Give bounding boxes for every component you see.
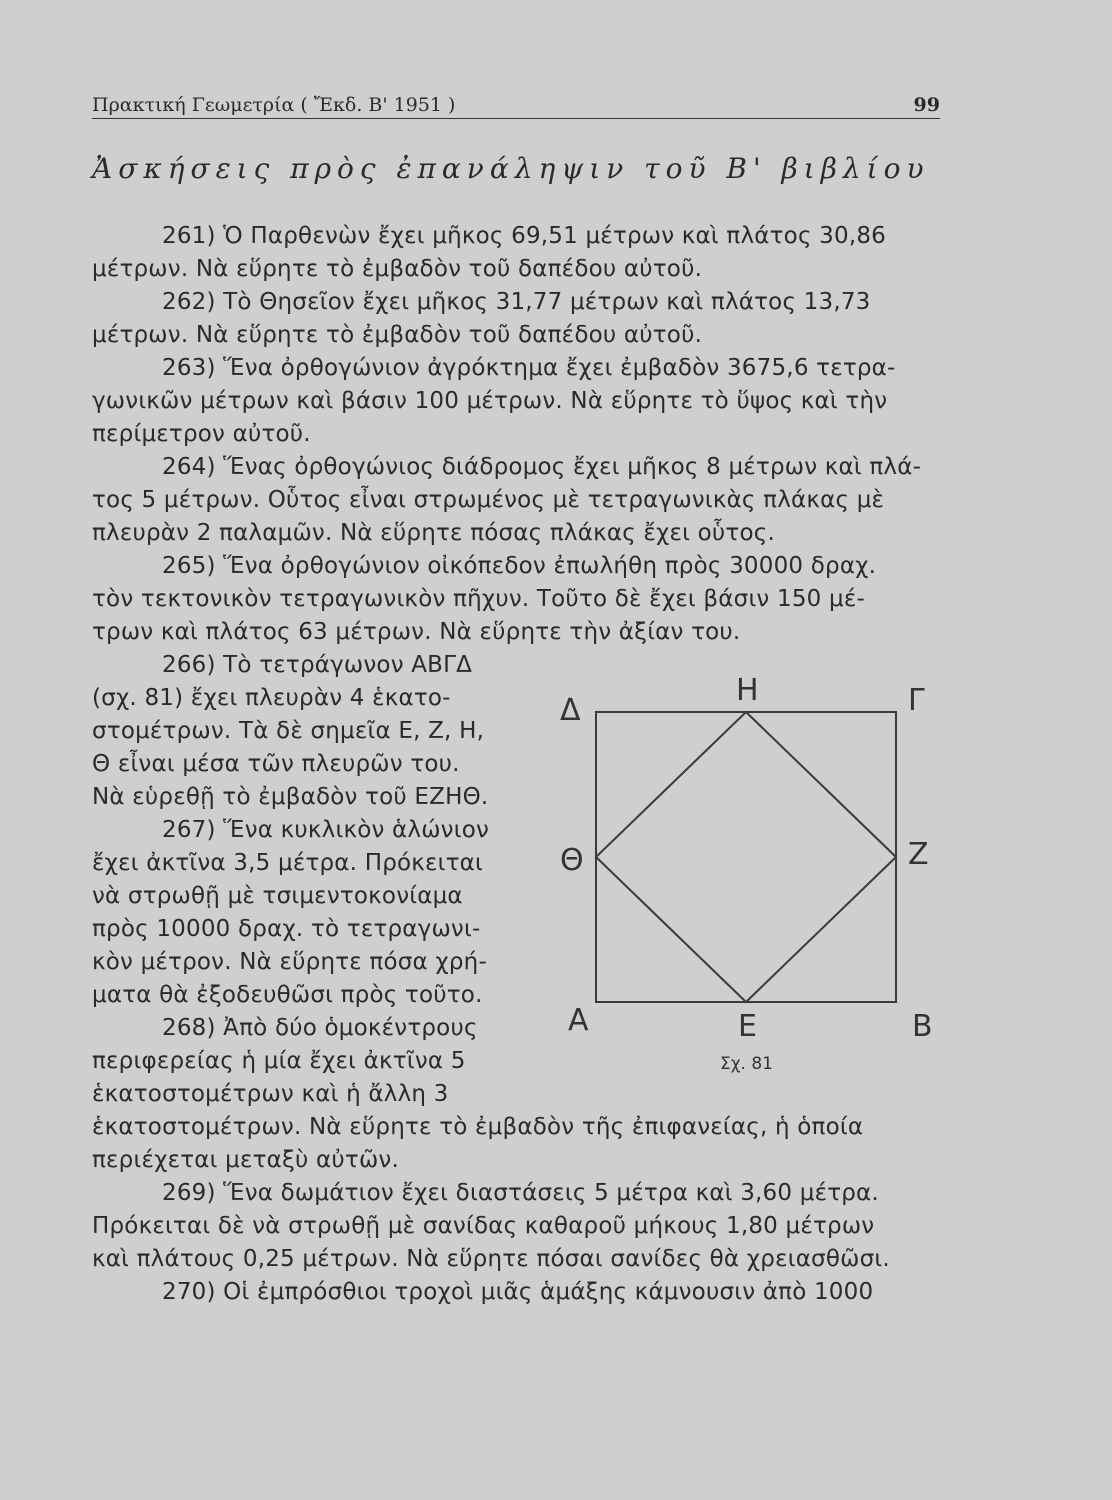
exercise-264-line-3: πλευρὰν 2 παλαμῶν. Νὰ εὕρητε πόσας πλάκας ἔχει οὗτος. <box>92 520 775 546</box>
page-number: 99 <box>913 94 940 116</box>
text-block-narrow <box>92 649 542 1111</box>
exercise-263-line-3: περίμετρον αὐτοῦ. <box>92 421 311 447</box>
label-gamma: Γ <box>908 683 925 718</box>
running-head <box>92 94 940 119</box>
exercise-266-line-5: Νὰ εὑρεθῇ τὸ ἐμβαδὸν τοῦ ΕΖΗΘ. <box>92 784 489 810</box>
exercise-270-line-1: 270) Οἱ ἐμπρόσθιοι τροχοὶ μιᾶς ἁμάξης κάμνουσιν ἀπὸ 1000 <box>162 1279 874 1305</box>
exercise-261-line-2: μέτρων. Νὰ εὕρητε τὸ ἐμβαδὸν τοῦ δαπέδου αὐτοῦ. <box>92 256 703 282</box>
exercise-267-line-5: κὸν μέτρον. Νὰ εὕρητε πόσα χρή- <box>92 949 487 975</box>
label-eta: Η <box>736 673 759 708</box>
label-epsilon: Ε <box>738 1009 757 1044</box>
exercise-268-line-1: 268) Ἀπὸ δύο ὁμοκέντρους <box>162 1015 478 1041</box>
exercise-265-line-1: 265) Ἕνα ὀρθογώνιον οἰκόπεδον ἐπωλήθη πρὸς 30000 δραχ. <box>162 553 877 579</box>
label-alpha: Α <box>568 1003 589 1038</box>
exercise-269-line-3: καὶ πλάτους 0,25 μέτρων. Νὰ εὕρητε πόσαι σανίδες θὰ χρειασθῶσι. <box>92 1246 890 1272</box>
exercise-264-line-1: 264) Ἕνας ὀρθογώνιος διάδρομος ἔχει μῆκος 8 μέτρων καὶ πλά- <box>162 454 922 480</box>
exercise-265-line-3: τρων καὶ πλάτος 63 μέτρων. Νὰ εὕρητε τὴν ἀξίαν του. <box>92 619 741 645</box>
text-block-upper <box>92 220 952 649</box>
exercise-268-line-5: περιέχεται μεταξὺ αὐτῶν. <box>92 1147 399 1173</box>
exercise-267-line-1: 267) Ἕνα κυκλικὸν ἁλώνιον <box>162 817 490 843</box>
exercise-268-line-4: ἑκατοστομέτρων. Νὰ εὕρητε τὸ ἐμβαδὸν τῆς ἐπιφανείας, ἡ ὁποία <box>92 1114 864 1140</box>
exercise-267-line-3: νὰ στρωθῇ μὲ τσιμεντοκονίαμα <box>92 883 463 909</box>
square-abgd <box>596 712 896 1002</box>
figure-81 <box>556 670 956 1090</box>
exercise-266-line-2: (σχ. 81) ἔχει πλευρὰν 4 ἑκατο- <box>92 685 451 711</box>
exercise-267-line-2: ἔχει ἀκτῖνα 3,5 μέτρα. Πρόκειται <box>92 850 484 876</box>
exercise-261-line-1: 261) Ὁ Παρθενὼν ἔχει μῆκος 69,51 μέτρων καὶ πλάτος 30,86 <box>162 223 887 249</box>
figure-caption: Σχ. 81 <box>720 1054 774 1074</box>
section-title: Ἀσκήσεις πρὸς ἐπανάληψιν τοῦ Β' βιβλίου <box>92 152 930 185</box>
exercise-266-line-4: Θ εἶναι μέσα τῶν πλευρῶν του. <box>92 751 460 777</box>
exercise-266-line-1: 266) Τὸ τετράγωνον ΑΒΓΔ <box>162 652 473 678</box>
exercise-269-line-2: Πρόκειται δὲ νὰ στρωθῇ μὲ σανίδας καθαροῦ μήκους 1,80 μέτρων <box>92 1213 875 1239</box>
label-beta: Β <box>912 1009 933 1044</box>
text-block-lower <box>92 1111 952 1309</box>
label-zeta: Ζ <box>908 837 929 872</box>
exercise-262-line-1: 262) Τὸ Θησεῖον ἔχει μῆκος 31,77 μέτρων καὶ πλάτος 13,73 <box>162 289 871 315</box>
running-title: Πρακτική Γεωμετρία ( Ἔκδ. Β' 1951 ) <box>92 94 456 116</box>
label-delta: Δ <box>560 693 581 728</box>
exercise-263-line-2: γωνικῶν μέτρων καὶ βάσιν 100 μέτρων. Νὰ εὕρητε τὸ ὕψος καὶ τὴν <box>92 388 888 414</box>
exercise-264-line-2: τος 5 μέτρων. Οὗτος εἶναι στρωμένος μὲ τετραγωνικὰς πλάκας μὲ <box>92 487 885 513</box>
exercise-263-line-1: 263) Ἕνα ὀρθογώνιον ἀγρόκτημα ἔχει ἐμβαδὸν 3675,6 τετρα- <box>162 355 896 381</box>
exercise-268-line-3: ἑκατοστομέτρων καὶ ἡ ἄλλη 3 <box>92 1081 449 1107</box>
inner-square-ezht <box>596 712 896 1002</box>
exercise-265-line-2: τὸν τεκτονικὸν τετραγωνικὸν πῆχυν. Τοῦτο δὲ ἔχει βάσιν 150 μέ- <box>92 586 865 612</box>
exercise-262-line-2: μέτρων. Νὰ εὕρητε τὸ ἐμβαδὸν τοῦ δαπέδου αὐτοῦ. <box>92 322 703 348</box>
exercise-266-line-3: στομέτρων. Τὰ δὲ σημεῖα Ε, Ζ, Η, <box>92 718 485 744</box>
label-theta: Θ <box>560 843 584 878</box>
exercise-267-line-4: πρὸς 10000 δραχ. τὸ τετραγωνι- <box>92 916 481 942</box>
exercise-268-line-2: περιφερείας ἡ μία ἔχει ἀκτῖνα 5 <box>92 1048 466 1074</box>
exercise-267-line-6: ματα θὰ ἐξοδευθῶσι πρὸς τοῦτο. <box>92 982 483 1008</box>
exercise-269-line-1: 269) Ἕνα δωμάτιον ἔχει διαστάσεις 5 μέτρα καὶ 3,60 μέτρα. <box>162 1180 879 1206</box>
